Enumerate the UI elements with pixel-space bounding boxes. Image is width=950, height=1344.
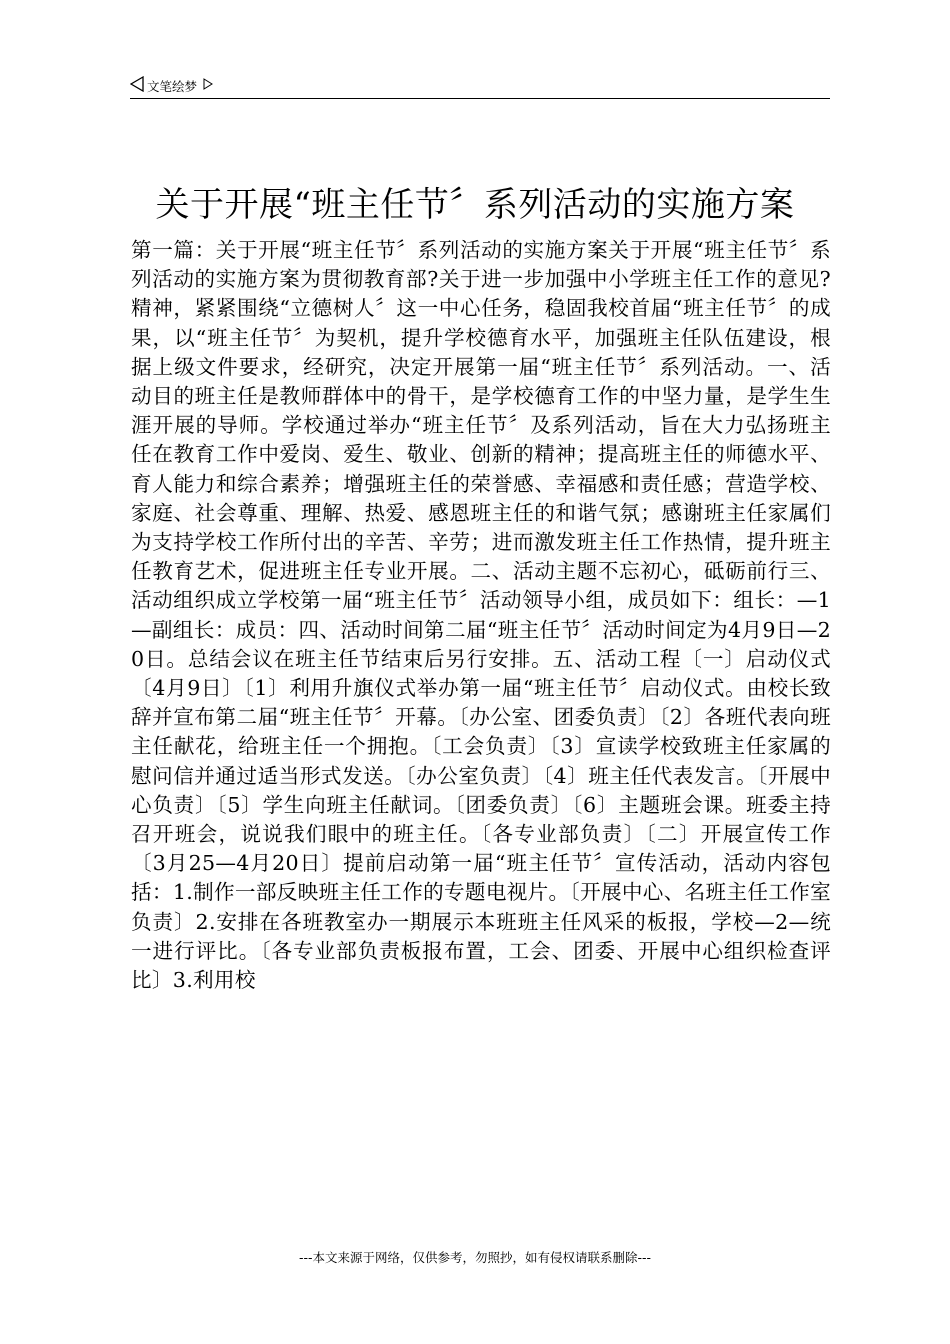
page-header: [130, 76, 830, 99]
triangle-right-icon: [203, 79, 213, 94]
header-brand: 文笔绘梦: [147, 79, 198, 94]
triangle-left-icon: [130, 76, 144, 96]
footer-disclaimer: ---本文来源于网络，仅供参考，勿照抄，如有侵权请联系删除---: [298, 1250, 652, 1265]
document-title: 关于开展“班主任节〞系列活动的实施方案: [155, 185, 795, 225]
header-brand-group: [130, 76, 213, 96]
document-body: 第一篇：关于开展“班主任节〞系列活动的实施方案关于开展“班主任节〞系列活动的实施方案为贯彻教育部?关于进一步加强中小学班主任工作的意见?精神，紧紧围绕“立德树人〞这一中心任务，稳固我校首届“班主任节〞的成果，以“班主任节〞为契机，提升学校德育水平，加强班主任队伍建设，根据上级文件要求，经研究，决定开展第一届“班主任节〞系列活动。一、活动目的班主任是教师群体中的骨干，是学校德育工作的中坚力量，是学生生涯开展的导师。学校通过举办“班主任节〞及系列活动，旨在大力弘扬班主任在教育工作中爱岗、爱生、敬业、创新的精神；提高班主任的师德水平、育人能力和综合素养；增强班主任的荣誉感、幸福感和责任感；营造学校、家庭、社会尊重、理解、热爱、感恩班主任的和谐气氛；感谢班主任家属们为支持学校工作所付出的辛苦、辛劳；进而激发班主任工作热情，提升班主任教育艺术，促进班主任专业开展。二、活动主题不忘初心，砥砺前行三、活动组织成立学校第一届“班主任节〞活动领导小组，成员如下：组长：—1—副组长：成员：四、活动时间第二届“班主任节〞活动时间定为4月9日—20日。总结会议在班主任节结束后另行安排。五、活动工程〔一〕启动仪式〔4月9日〕〔1〕利用升旗仪式举办第一届“班主任节〞启动仪式。由校长致辞并宣布第二届“班主任节〞开幕。〔办公室、团委负责〕〔2〕各班代表向班主任献花，给班主任一个拥抱。〔工会负责〕〔3〕宣读学校致班主任家属的慰问信并通过适当形式发送。〔办公室负责〕〔4〕班主任代表发言。〔开展中心负责〕〔5〕学生向班主任献词。〔团委负责〕〔6〕主题班会课。班委主持召开班会，说说我们眼中的班主任。〔各专业部负责〕〔二〕开展宣传工作〔3月25—4月20日〕提前启动第一届“班主任节〞宣传活动，活动内容包括：1.制作一部反映班主任工作的专题电视片。〔开展中心、名班主任工作室负责〕2.安排在各班教室办一期展示本班班主任风采的板报，学校—2—统一进行评比。〔各专业部负责板报布置，工会、团委、开展中心组织检查评比〕3.利用校: [131, 238, 831, 993]
